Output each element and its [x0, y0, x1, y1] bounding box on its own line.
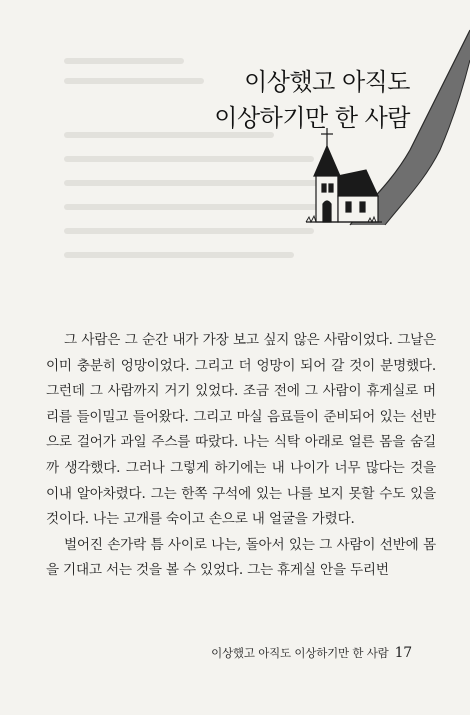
page-number: 17 [394, 645, 412, 661]
chapter-title [214, 64, 410, 136]
paragraph: 벌어진 손가락 틈 사이로 나는, 돌아서 있는 그 사람이 선반에 몸을 기대고 서는 것을 볼 수 있었다. 그는 휴게실 안을 두리번 [46, 536, 436, 579]
chapter-title-line-2: 이상하기만 한 사람 [214, 104, 410, 133]
page-footer [211, 645, 412, 661]
body-text [46, 328, 436, 584]
church-icon [306, 128, 382, 222]
running-title: 이상했고 아직도 이상하기만 한 사람 [211, 646, 389, 660]
paragraph: 그 사람은 그 순간 내가 가장 보고 싶지 않은 사람이었다. 그날은 이미 충분히 엉망이었다. 그리고 더 엉망이 되어 갈 것이 분명했다. 그런데 그 사람까지 거기 있었다. 조금 전에 그 사람이 휴게실로 머리를 들이밀고 들어왔다. 그리고 마실 음료들이 준비되어 있는 선반으로 걸어가 과일 주스를 따랐다. 나는 식탁 아래로 얼른 몸을 숨길까 생각했다. 그러나 그렇게 하기에는 내 나이가 너무 많다는 것을 이내 알아차렸다. 그는 한쪽 구석에 있는 나를 보지 못할 수도 있을 것이다. 나는 고개를 숙이고 손으로 내 얼굴을 가렸다. [46, 332, 436, 528]
chapter-title-line-1: 이상했고 아직도 [244, 68, 410, 97]
